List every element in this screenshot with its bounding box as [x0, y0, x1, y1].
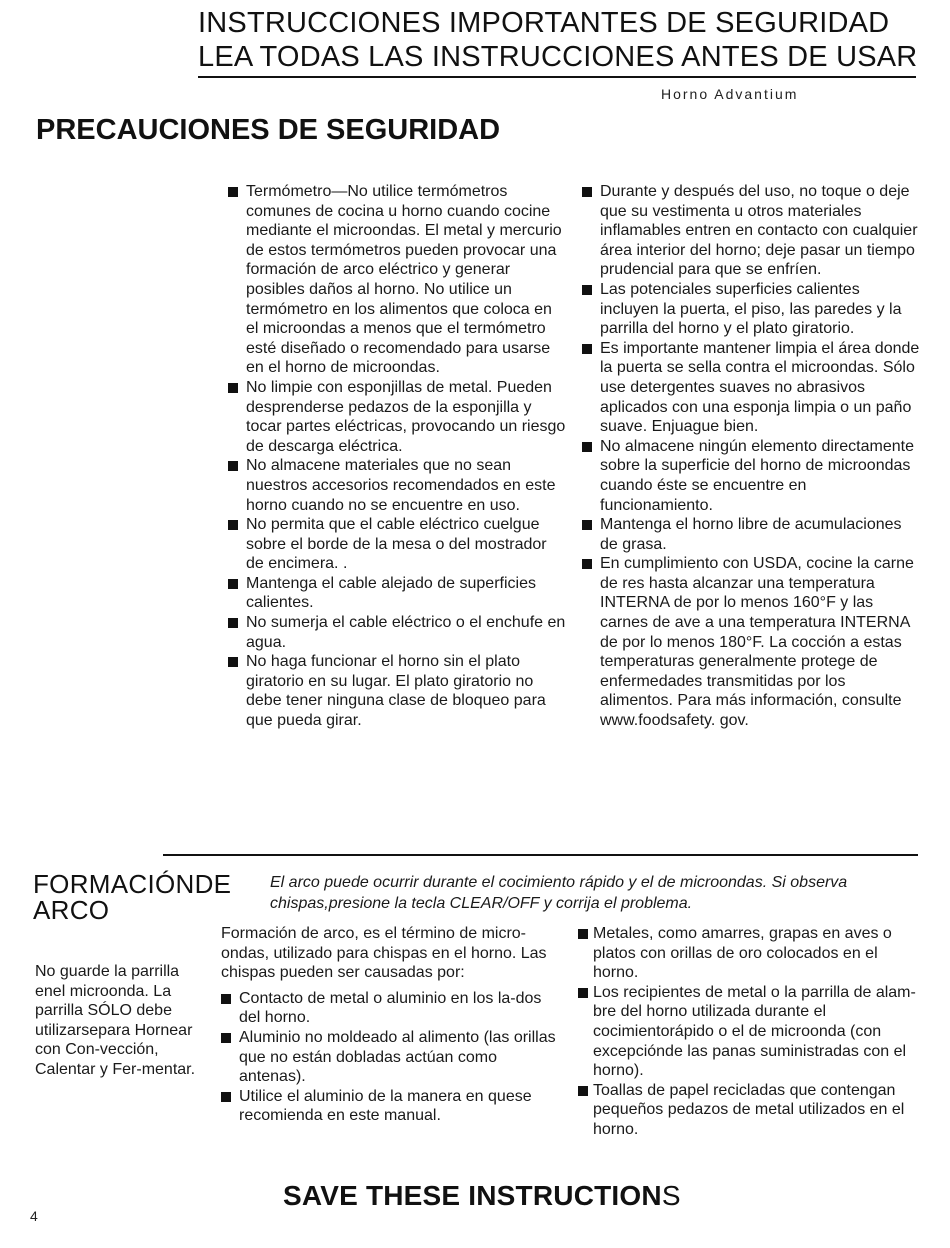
- bullet-square-icon: [228, 579, 238, 589]
- bullet-square-icon: [578, 988, 588, 998]
- list-item: Mantenga el cable alejado de superficies calientes.: [228, 574, 566, 613]
- bullet-square-icon: [582, 187, 592, 197]
- list-item: Mantenga el horno libre de acumulaciones de grasa.: [582, 515, 920, 554]
- bullet-square-icon: [578, 929, 588, 939]
- save-instructions-banner: SAVE THESE INSTRUCTIONS: [283, 1180, 681, 1211]
- list-item: Termómetro—No utilice termómetros comunes de cocina u horno cuando cocine mediante el microondas. El metal y mercurio de estos termómetros pueden provocar una formación de arco eléctrico y generar posibles daños al horno. No utilice un termómetro en los alimentos que coloca en el microondas a menos que el termómetro esté diseñado o recomendado para usarse en el horno de microondas.: [228, 182, 566, 378]
- arcing-right-column: [578, 924, 918, 1140]
- bullet-square-icon: [582, 442, 592, 452]
- bullet-square-icon: [228, 461, 238, 471]
- arcing-lead: Formación de arco, es el término de micro-ondas, utilizado para chispas en el horno. Las chispas pueden ser causadas por:: [221, 925, 547, 982]
- section-title: PRECAUCIONES DE SEGURIDAD: [36, 114, 501, 146]
- list-item: Es importante mantener limpia el área donde la puerta se sella contra el microondas. Sólo use detergentes suaves no abrasivos aplicados con una esponja limpia o un paño suave. Enjuague bien.: [582, 339, 920, 437]
- list-item: No sumerja el cable eléctrico o el enchufe en agua.: [228, 613, 566, 652]
- bullet-square-icon: [582, 344, 592, 354]
- list-item: No permita que el cable eléctrico cuelgue sobre el borde de la mesa o del mostrador de encimera. .: [228, 515, 566, 574]
- list-item: En cumplimiento con USDA, cocine la carne de res hasta alcanzar una temperatura INTERNA de por lo menos 160°F y las carnes de ave a una temperatura INTERNA de por lo menos 180°F. La cocción a estas temperaturas generalmente protege de enfermedades transmitidas por los alimentos. Para más información, consulte www.foodsafety. gov.: [582, 554, 920, 730]
- list-item: Utilice el aluminio de la manera en quese recomienda en este manual.: [221, 1087, 561, 1126]
- list-item: Durante y después del uso, no toque o deje que su vestimenta u otros materiales inflamables entren en contacto con cualquier área interior del horno; deje pasar un tiempo prudencial para que se enfríen.: [582, 182, 920, 280]
- list-item: Contacto de metal o aluminio en los la-dos del horno.: [221, 989, 561, 1028]
- list-item: Aluminio no moldeado al alimento (las orillas que no están dobladas actúan como antenas).: [221, 1028, 561, 1087]
- header-title-line-1: INSTRUCCIONES IMPORTANTES DE SEGURIDAD: [198, 7, 890, 39]
- list-item: No haga funcionar el horno sin el plato giratorio en su lugar. El plato giratorio no debe tener ninguna clase de bloqueo para que pueda girar.: [228, 652, 566, 730]
- list-item: Los recipientes de metal o la parrilla de alam-bre del horno utilizada durante el cocimientorápido o el de microonda (con excepciónde las panas suministradas con el horno).: [578, 983, 918, 1081]
- bullet-square-icon: [221, 1033, 231, 1043]
- list-item: No almacene materiales que no sean nuestros accesorios recomendados en este horno cuando no se encuentre en uso.: [228, 456, 566, 515]
- bullet-square-icon: [228, 618, 238, 628]
- header-title-line-2: LEA TODAS LAS INSTRUCCIONES ANTES DE USAR: [198, 41, 918, 73]
- bullet-square-icon: [228, 383, 238, 393]
- bullet-square-icon: [228, 187, 238, 197]
- list-item: Metales, como amarres, grapas en aves o platos con orillas de oro colocados en el horno.: [578, 924, 918, 983]
- bullet-square-icon: [228, 657, 238, 667]
- list-item: Las potenciales superficies calientes incluyen la puerta, el piso, las paredes y la parrilla del horno y el plato giratorio.: [582, 280, 920, 339]
- bullet-square-icon: [221, 994, 231, 1004]
- precautions-right-column: [582, 182, 920, 731]
- arcing-side-note: No guarde la parrilla enel microonda. La parrilla SÓLO debe utilizarsepara Hornear con Con-vección, Calentar y Fer-mentar.: [35, 963, 196, 1078]
- bullet-square-icon: [228, 520, 238, 530]
- header-rule: [198, 76, 916, 78]
- list-item: No limpie con esponjillas de metal. Pueden desprenderse pedazos de la esponjilla y tocar partes eléctricas, provocando un riesgo de descarga eléctrica.: [228, 378, 566, 456]
- arcing-rule: [163, 854, 918, 856]
- bullet-square-icon: [582, 285, 592, 295]
- precautions-left-column: [228, 182, 566, 731]
- arcing-title-line-1: FORMACIÓNDE: [33, 869, 232, 899]
- bullet-square-icon: [582, 559, 592, 569]
- bullet-square-icon: [221, 1092, 231, 1102]
- product-subtitle: Horno Advantium: [661, 86, 799, 102]
- bullet-square-icon: [578, 1086, 588, 1096]
- list-item: No almacene ningún elemento directamente sobre la superficie del horno de microondas cuando éste se encuentre en funcionamiento.: [582, 437, 920, 515]
- arcing-left-column: [221, 924, 561, 1126]
- list-item: Toallas de papel recicladas que contengan pequeños pedazos de metal utilizados en el horno.: [578, 1081, 918, 1140]
- page-number: 4: [30, 1208, 38, 1224]
- arcing-intro: El arco puede ocurrir durante el cocimiento rápido y el de microondas. Si observa chispas,presione la tecla CLEAR/OFF y corrija el problema.: [270, 874, 848, 912]
- arcing-title-line-2: ARCO: [33, 895, 110, 925]
- bullet-square-icon: [582, 520, 592, 530]
